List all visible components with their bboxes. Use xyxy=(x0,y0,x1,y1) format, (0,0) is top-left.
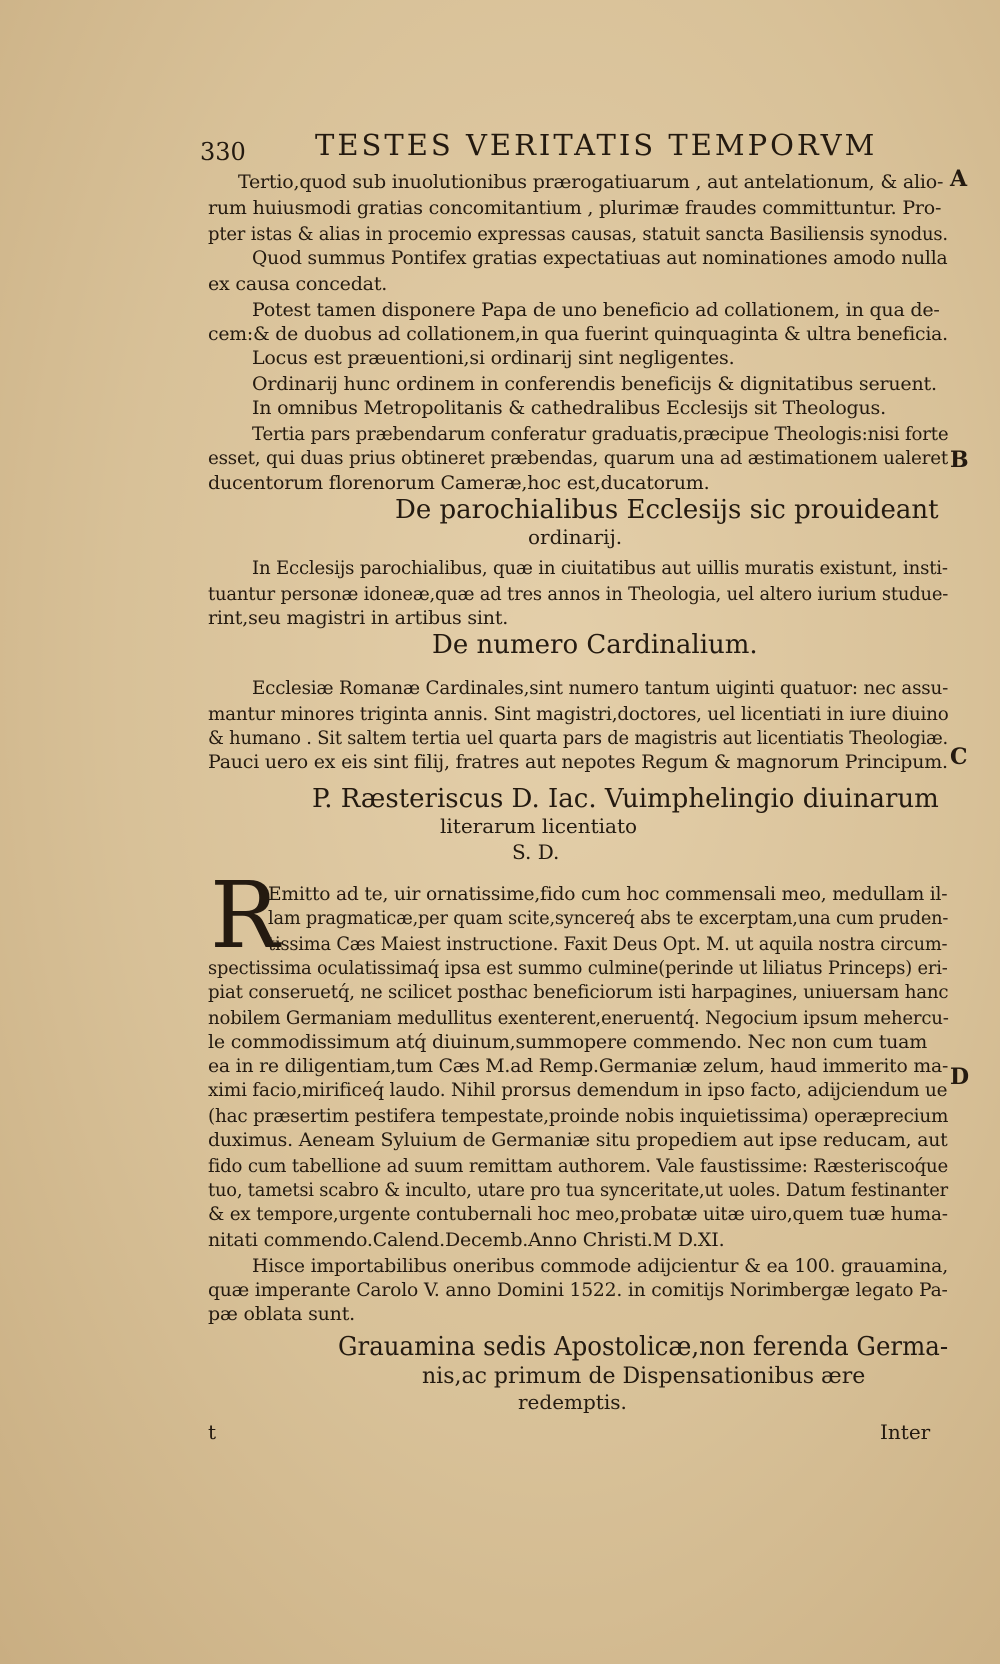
text-line: Hisce importabilibus oneribus commode adijcientur & ea 100. grauamina, xyxy=(252,1255,948,1277)
text-line: rum huiusmodi gratias concomitantium , plurimæ fraudes committuntur. Pro- xyxy=(208,197,942,219)
text-line: Emitto ad te, uir ornatissime,fido cum hoc commensali meo, medullam il- xyxy=(268,883,948,905)
section-heading: Grauamina sedis Apostolicæ,non ferenda Germa- xyxy=(338,1332,949,1362)
letter-subheading: literarum licentiato xyxy=(440,814,638,838)
text-line: duximus. Aeneam Syluium de Germaniæ situ propediem aut ipse reducam, aut xyxy=(208,1129,948,1151)
margin-marker-a: A xyxy=(950,166,968,192)
text-line: Ordinarij hunc ordinem in conferendis beneficijs & dignitatibus seruent. xyxy=(252,373,937,395)
text-line: ducentorum florenorum Cameræ,hoc est,ducatorum. xyxy=(208,472,710,494)
margin-marker-b: B xyxy=(950,447,969,473)
text-line: cem:& de duobus ad collationem,in qua fuerint quinquaginta & ultra beneficia. xyxy=(208,323,948,345)
page-number: 330 xyxy=(200,138,246,166)
text-line: In Ecclesijs parochialibus, quæ in ciuitatibus aut uillis muratis existunt, insti- xyxy=(252,557,948,579)
text-line: Tertia pars præbendarum conferatur graduatis,præcipue Theologis:nisi forte xyxy=(252,423,949,445)
margin-marker-c: C xyxy=(950,744,968,770)
margin-marker-d: D xyxy=(950,1064,970,1090)
text-line: pter istas & alias in procemio expressas causas, statuit sancta Basiliensis synodus. xyxy=(208,223,948,245)
text-line: nitati commendo.Calend.Decemb.Anno Christi.M D.XI. xyxy=(208,1229,725,1251)
text-line: (hac præsertim pestifera tempestate,proinde nobis inquietissima) operæprecium xyxy=(208,1105,949,1127)
text-line: Potest tamen disponere Papa de uno beneficio ad collationem, in qua de- xyxy=(252,299,940,321)
text-line: nobilem Germaniam medullitus exenterent,eneruentq́. Negocium ipsum mehercu- xyxy=(208,1007,949,1029)
signature-mark: t xyxy=(208,1420,217,1444)
text-line: quæ imperante Carolo V. anno Domini 1522. in comitijs Norimbergæ legato Pa- xyxy=(208,1279,948,1301)
text-line: Pauci uero ex eis sint filij, fratres aut nepotes Regum & magnorum Principum. xyxy=(208,751,948,773)
text-line: ex causa concedat. xyxy=(208,273,388,295)
text-line: tuo, tametsi scabro & inculto, utare pro tua synceritate,ut uoles. Datum festinanter xyxy=(208,1179,948,1201)
text-line: piat conseruetq́, ne scilicet posthac beneficiorum isti harpagines, uniuersam hanc xyxy=(208,981,949,1003)
section-heading: De numero Cardinalium. xyxy=(432,630,758,660)
text-line: Tertio,quod sub inuolutionibus prærogatiuarum , aut antelationum, & alio- xyxy=(238,171,944,193)
text-line: Ecclesiæ Romanæ Cardinales,sint numero tantum uiginti quatuor: nec assu- xyxy=(252,677,949,699)
text-line: fido cum tabellione ad suum remittam authorem. Vale faustissime: Ræsteriscoq́ue xyxy=(208,1155,949,1177)
running-title: TESTES VERITATIS TEMPORVM xyxy=(315,128,878,162)
text-line: tuantur personæ idoneæ,quæ ad tres annos in Theologia, uel altero iurium studue- xyxy=(208,583,949,605)
text-line: ea in re diligentiam,tum Cæs M.ad Remp.Germaniæ zelum, haud immerito ma- xyxy=(208,1055,949,1077)
section-heading-line3: redemptis. xyxy=(518,1390,627,1414)
text-line: ximi facio,mirificeq́ laudo. Nihil prorsus demendum in ipso facto, adijciendum ue xyxy=(208,1079,948,1101)
text-line: Quod summus Pontifex gratias expectatiuas aut nominationes amodo nulla xyxy=(252,247,948,269)
text-line: le commodissimum atq́ diuinum,summopere commendo. Nec non cum tuam xyxy=(208,1031,928,1053)
text-line: Locus est præuentioni,si ordinarij sint negligentes. xyxy=(252,347,735,369)
section-heading-line2: nis,ac primum de Dispensationibus ære xyxy=(422,1364,866,1389)
drop-cap: R xyxy=(210,862,280,969)
text-line: & ex tempore,urgente contubernali hoc meo,probatæ uitæ uiro,quem tuæ huma- xyxy=(208,1203,948,1225)
text-line: pæ oblata sunt. xyxy=(208,1303,355,1325)
section-heading: De parochialibus Ecclesijs sic prouideant xyxy=(395,495,939,525)
letter-heading: P. Ræsteriscus D. Iac. Vuimphelingio diuinarum xyxy=(312,784,939,814)
section-subheading: ordinarij. xyxy=(528,525,623,549)
text-line: esset, qui duas prius obtineret præbendas, quarum una ad æstimationem ualeret xyxy=(208,447,949,469)
text-line: lam pragmaticæ,per quam scite,syncereq́ abs te excerptam,una cum pruden- xyxy=(268,907,949,929)
text-line: mantur minores triginta annis. Sint magistri,doctores, uel licentiati in iure diuino xyxy=(208,703,949,725)
text-line: spectissima oculatissimaq́ ipsa est summo culmine(perinde ut liliatus Princeps) eri- xyxy=(208,957,948,979)
text-line: & humano . Sit saltem tertia uel quarta pars de magistris aut licentiatis Theologiæ. xyxy=(208,727,949,749)
text-line: tissima Cæs Maiest instructione. Faxit Deus Opt. M. ut aquila nostra circum- xyxy=(268,933,948,955)
catchword: Inter xyxy=(880,1420,931,1444)
text-line: rint,seu magistri in artibus sint. xyxy=(208,607,509,629)
text-line: In omnibus Metropolitanis & cathedralibus Ecclesijs sit Theologus. xyxy=(252,397,886,419)
letter-salutation: S. D. xyxy=(512,840,560,864)
